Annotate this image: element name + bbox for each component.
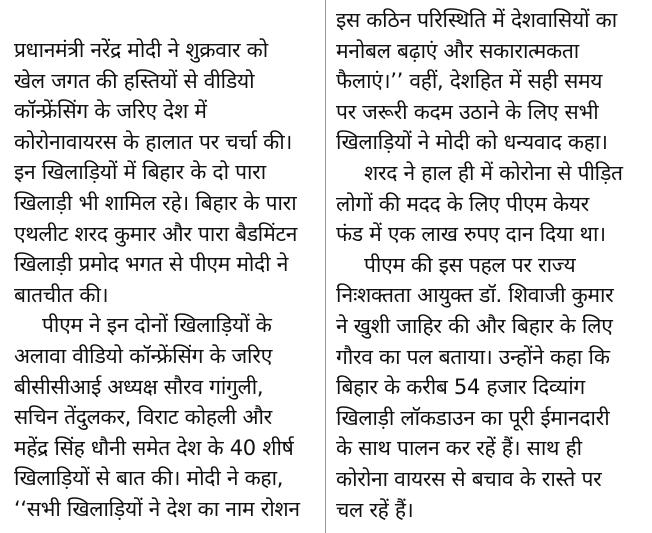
text-line: बातचीत की। (14, 282, 109, 307)
text-line: खिलाड़ी प्रमोद भगत से पीएम मोदी ने (14, 252, 289, 277)
text-line: पर जरूरी कदम उठाने के लिए सभी (336, 99, 599, 124)
text-line: चल रहें हैं। (336, 497, 414, 522)
text-line: कोरोनावायरस के हालात पर चर्चा की। (14, 129, 293, 154)
text-line: बिहार के करीब 54 हजार दिव्यांग (336, 375, 585, 400)
text-line: प्रधानमंत्री नरेंद्र मोदी ने शुक्रवार को (14, 38, 268, 62)
text-line: कोरोना वायरस से बचाव के रास्ते पर (336, 466, 602, 491)
text-line: बीसीसीआई अध्यक्ष सौरव गांगुली, (14, 374, 264, 399)
text-line: गौरव का पल बताया। उन्होंने कहा कि (336, 344, 610, 369)
text-line: पीएम ने इन दोनों खिलाड़ियों के (42, 313, 272, 338)
text-line: अलावा वीडियो कॉन्फ्रेंसिंग के जरिए (14, 343, 273, 368)
text-line: महेंद्र सिंह धौनी समेत देश के 40 शीर्ष (14, 435, 294, 460)
text-line: खिलाड़ी भी शामिल रहे। बिहार के पारा (14, 190, 297, 215)
text-line: के साथ पालन कर रहें हैं। साथ ही (336, 436, 582, 461)
column-divider (325, 0, 326, 533)
text-line: इस कठिन परिस्थिति में देशवासियों का (336, 8, 617, 32)
text-line: फंड में एक लाख रुपए दान दिया था। (336, 222, 606, 247)
text-line: एथलीट शरद कुमार और पारा बैडमिंटन (14, 221, 298, 246)
text-line: इन खिलाड़ियों में बिहार के दो पारा (14, 160, 266, 185)
text-line: शरद ने हाल ही में कोरोना से पीड़ित (364, 160, 623, 185)
text-line: सचिन तेंदुलकर, विराट कोहली और (14, 405, 272, 430)
text-line: निःशक्तता आयुक्त डॉ. शिवाजी कुमार (336, 283, 614, 308)
text-line: लोगों की मदद के लिए पीएम केयर (336, 191, 589, 216)
text-line: फैलाएं।’’ वहीं, देशहित में सही समय (336, 69, 603, 94)
text-line: मनोबल बढ़ाएं और सकारात्मकता (336, 38, 579, 63)
text-line: खिलाड़ी लॉकडाउन का पूरी ईमानदारी (336, 405, 610, 430)
text-line: खिलाड़ियों से बात की। मोदी ने कहा, (14, 466, 284, 491)
text-line: ने खुशी जाहिर की और बिहार के लिए (336, 313, 613, 338)
text-line: खिलाड़ियों ने मोदी को धन्यवाद कहा। (336, 130, 608, 155)
text-line: पीएम की इस पहल पर राज्य (364, 252, 576, 277)
text-line: ‘‘सभी खिलाड़ियों ने देश का नाम रोशन (14, 496, 300, 521)
text-line: खेल जगत की हस्तियों से वीडियो (14, 68, 255, 93)
left-column (14, 0, 320, 525)
text-line: कॉन्फ्रेंसिंग के जरिए देश में (14, 99, 207, 124)
right-column (336, 0, 640, 525)
